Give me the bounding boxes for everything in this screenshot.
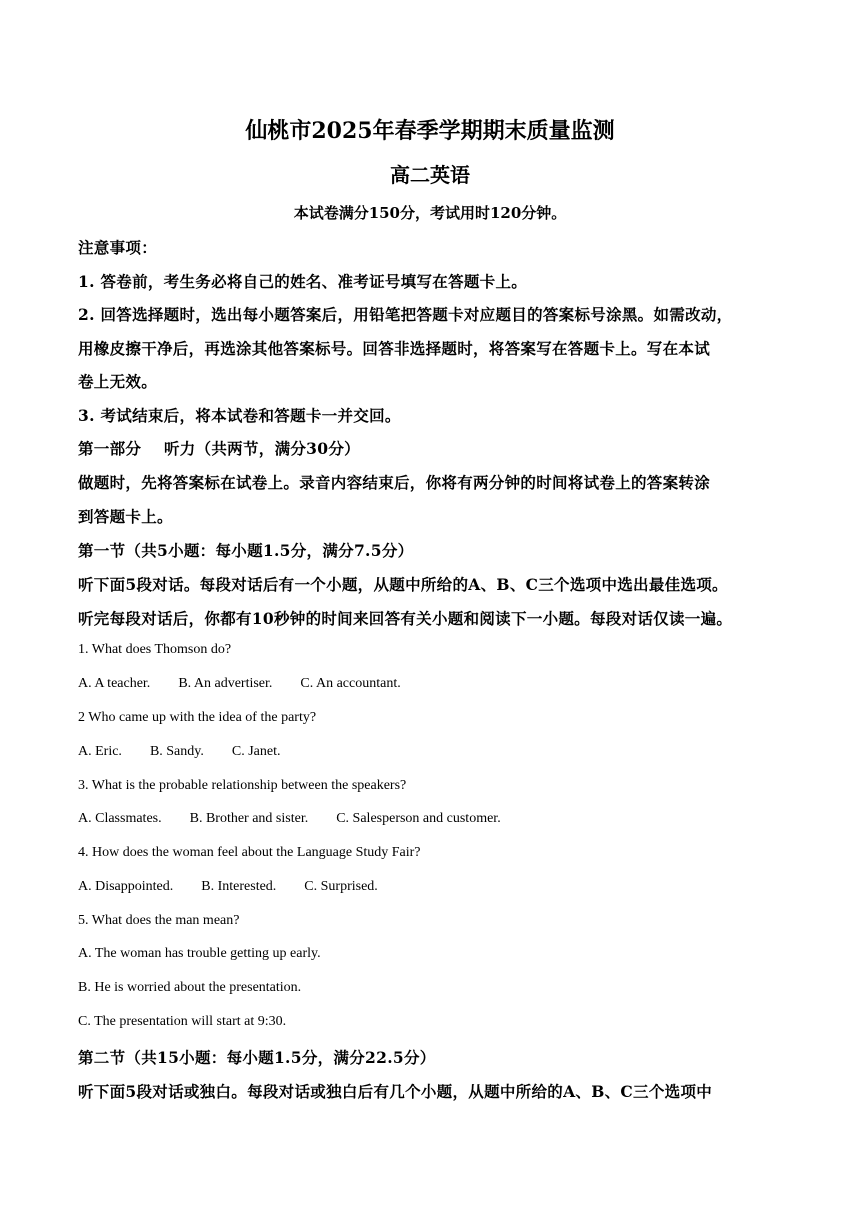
option: B. Brother and sister. <box>189 811 309 826</box>
option: A. Classmates. <box>78 811 162 826</box>
question-1: 1. What does Thomson do? <box>78 642 232 657</box>
section1-heading: 第一节（共5小题：每小题1.5分，满分7.5分） <box>78 541 414 560</box>
notice-item-2-line-2: 用橡皮擦干净后，再选涂其他答案标号。回答非选择题时，将答案写在答题卡上。写在本试 <box>78 339 711 358</box>
question-3: 3. What is the probable relationship between the speakers? <box>78 778 407 793</box>
option: C. An accountant. <box>300 676 401 691</box>
option: B. An advertiser. <box>178 676 273 691</box>
notice-heading: 注意事项： <box>78 238 158 257</box>
notice-item-1: 1. 答卷前，考生务必将自己的姓名、准考证号填写在答题卡上。 <box>78 272 528 291</box>
option: B. Sandy. <box>149 744 204 759</box>
question-3-options <box>78 811 529 827</box>
exam-title: 仙桃市2025年春季学期期末质量监测 <box>245 118 615 144</box>
question-5-option-c: C. The presentation will start at 9:30. <box>78 1014 287 1029</box>
question-5-option-b: B. He is worried about the presentation. <box>78 980 302 995</box>
exam-meta: 本试卷满分150分，考试用时120分钟。 <box>293 204 567 222</box>
section2-heading: 第二节（共15小题：每小题1.5分，满分22.5分） <box>78 1048 436 1067</box>
question-4-options <box>78 879 406 895</box>
option: C. Salesperson and customer. <box>336 811 501 826</box>
option: B. Interested. <box>201 879 277 894</box>
question-4: 4. How does the woman feel about the Language Study Fair? <box>78 845 421 860</box>
section1-instruction-line-2: 听完每段对话后，你都有10秒钟的时间来回答有关小题和阅读下一小题。每段对话仅读一遍。 <box>78 609 733 628</box>
question-1-options <box>78 676 429 692</box>
part1-instruction-line-2: 到答题卡上。 <box>78 507 173 526</box>
question-5-option-a: A. The woman has trouble getting up early. <box>78 946 321 961</box>
question-5: 5. What does the man mean? <box>78 913 240 928</box>
question-2: 2 Who came up with the idea of the party? <box>78 710 317 725</box>
notice-item-2-line-1: 2. 回答选择题时，选出每小题答案后，用铅笔把答题卡对应题目的答案标号涂黑。如需改动， <box>78 305 733 324</box>
notice-item-2-line-3: 卷上无效。 <box>78 372 158 391</box>
option: A. Eric. <box>78 744 122 759</box>
question-2-options <box>78 744 308 760</box>
option: C. Surprised. <box>304 879 378 894</box>
option: C. Janet. <box>231 744 281 759</box>
exam-subject: 高二英语 <box>390 163 470 187</box>
part1-heading: 第一部分 听力（共两节，满分30分） <box>78 439 360 458</box>
option: A. Disappointed. <box>78 879 174 894</box>
section1-instruction-line-1: 听下面5段对话。每段对话后有一个小题，从题中所给的A、B、C三个选项中选出最佳选项。 <box>78 575 728 594</box>
option: A. A teacher. <box>78 676 151 691</box>
section2-instruction-line-1: 听下面5段对话或独白。每段对话或独白后有几个小题，从题中所给的A、B、C三个选项中 <box>78 1082 713 1101</box>
part1-instruction-line-1: 做题时，先将答案标在试卷上。录音内容结束后，你将有两分钟的时间将试卷上的答案转涂 <box>78 473 711 492</box>
notice-item-3: 3. 考试结束后，将本试卷和答题卡一并交回。 <box>78 406 401 425</box>
